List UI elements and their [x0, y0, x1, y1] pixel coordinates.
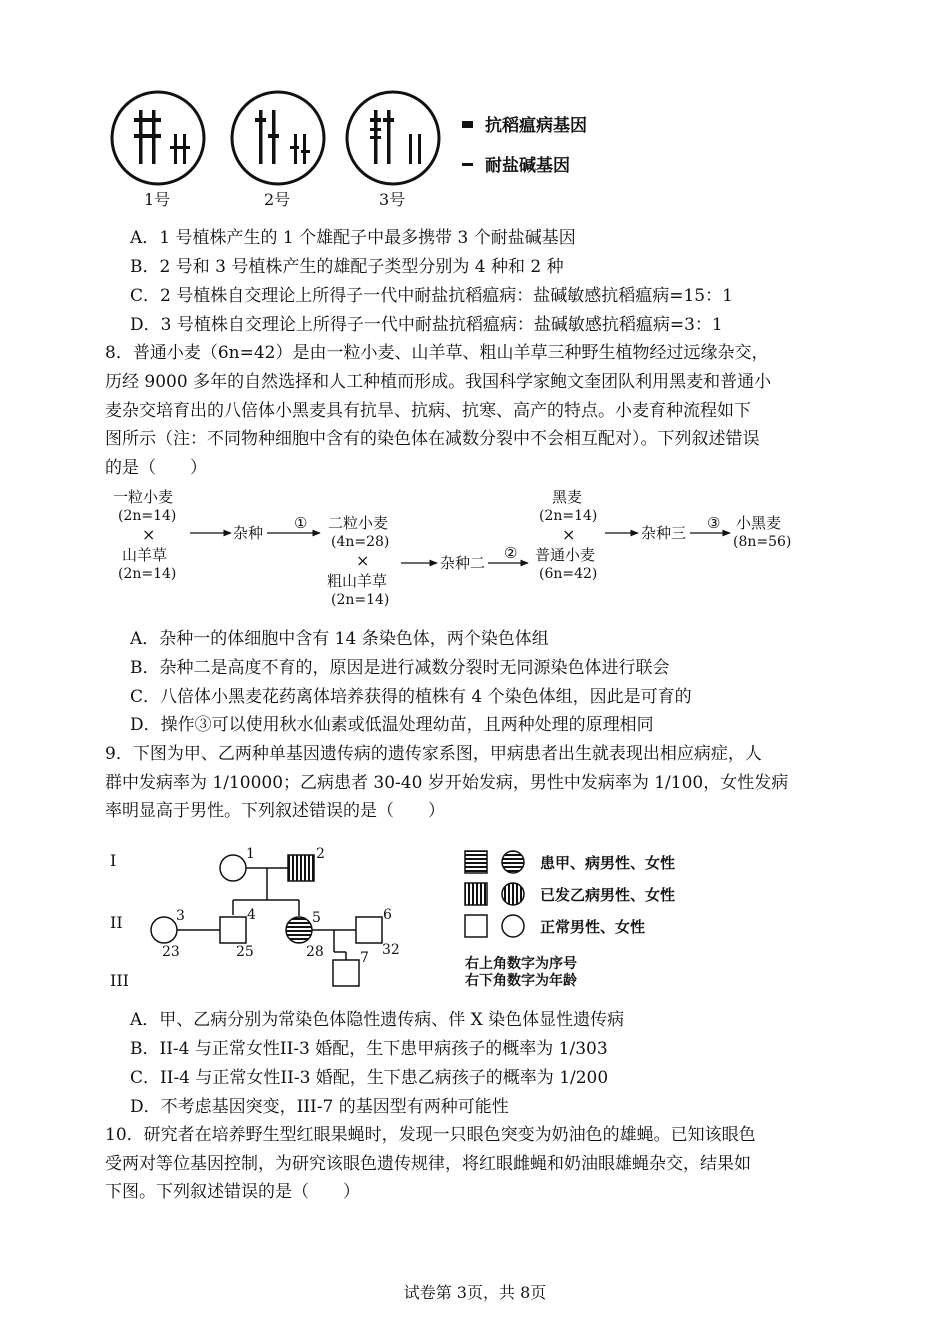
legend-jia-label: 患甲、病男性、女性	[540, 854, 676, 872]
flow-erli: 二粒小麦	[328, 514, 389, 532]
individual-ii-4	[220, 917, 246, 943]
cell-2	[232, 92, 324, 184]
id-2: 2	[316, 846, 325, 862]
legend-note-id: 右上角数字为序号	[465, 956, 577, 972]
cell-1	[112, 92, 204, 184]
flow-step3: ③	[707, 514, 721, 532]
legend-normal-female-swatch	[502, 915, 524, 937]
q10-stem-line-1: 10．研究者在培养野生型红眼果蝇时，发现一只眼色突变为奶油色的雄蝇。已知该眼色	[105, 1125, 756, 1145]
q10-stem-line-3: 下图。下列叙述错误的是（ ）	[105, 1182, 360, 1202]
age-ii-4: 25	[236, 944, 254, 960]
q7-option-c: C．2 号植株自交理论上所得子一代中耐盐抗稻瘟病：盐碱敏感抗稻瘟病=15：1	[130, 286, 733, 306]
flow-cushanyang-n: (2n=14)	[331, 592, 390, 608]
flow-xiaohei: 小黑麦	[736, 514, 782, 532]
q8-option-d: D．操作③可以使用秋水仙素或低温处理幼苗，且两种处理的原理相同	[130, 715, 654, 735]
flow-heimai: 黑麦	[552, 488, 583, 506]
flow-hybrid2: 杂种二	[440, 554, 486, 572]
legend-disease-gene-swatch	[462, 121, 473, 128]
legend-salt-gene-label: 耐盐碱基因	[485, 156, 570, 176]
legend-salt-gene-swatch	[462, 163, 473, 166]
q9-option-d: D．不考虑基因突变，III-7 的基因型有两种可能性	[130, 1097, 509, 1117]
wheat-breeding-flow	[100, 484, 820, 614]
page-footer: 试卷第 3页，共 8页	[403, 1283, 547, 1302]
flow-shanyang: 山羊草	[122, 546, 168, 564]
cell-3-label: 3号	[379, 190, 406, 209]
q8-option-c: C．八倍体小黑麦花药离体培养获得的植株有 4 个染色体组，因此是可育的	[130, 687, 692, 707]
legend-normal-label: 正常男性、女性	[540, 918, 646, 936]
generation-ii: II	[110, 913, 123, 932]
flow-cross-2: ×	[356, 551, 370, 570]
q9-stem-line-1: 9．下图为甲、乙两种单基因遗传病的遗传家系图，甲病患者出生就表现出相应病症，人	[105, 744, 762, 764]
q9-option-b: B．II-4 与正常女性II-3 婚配，生下患甲病孩子的概率为 1/303	[130, 1039, 608, 1059]
legend-yi-female-swatch	[502, 883, 524, 905]
legend-yi-male-swatch	[465, 883, 487, 905]
flow-erli-n: (4n=28)	[331, 534, 390, 550]
q7-option-b: B．2 号和 3 号植株产生的雄配子类型分别为 4 种和 2 种	[130, 257, 564, 277]
cell-1-label: 1号	[144, 190, 171, 209]
q8-stem-line-2: 历经 9000 多年的自然选择和人工种植而形成。我国科学家鲍文奎团队利用黑麦和普通小	[105, 372, 772, 392]
individual-ii-6	[356, 917, 382, 943]
individual-i-2	[288, 855, 314, 881]
flow-yili-n: (2n=14)	[118, 508, 177, 524]
flow-xiaohei-n: (8n=56)	[733, 534, 792, 550]
flow-cushanyang: 粗山羊草	[327, 572, 388, 590]
q9-option-c: C．II-4 与正常女性II-3 婚配，生下患乙病孩子的概率为 1/200	[130, 1068, 609, 1088]
legend-jia-female-swatch	[502, 851, 524, 873]
legend-jia-male-swatch	[465, 851, 487, 873]
pedigree-figure	[100, 838, 720, 998]
q10-stem-line-2: 受两对等位基因控制，为研究该眼色遗传规律，将红眼雌蝇和奶油眼雄蝇杂交，结果如	[105, 1154, 751, 1174]
legend-yi-label: 已发乙病男性、女性	[540, 886, 676, 904]
individual-iii-7	[333, 960, 359, 986]
legend-note-age: 右下角数字为年龄	[465, 973, 577, 989]
age-ii-6: 32	[382, 942, 400, 958]
q9-stem-line-2: 群中发病率为 1/10000；乙病患者 30-40 岁开始发病，男性中发病率为 1/100，女性发病	[105, 773, 789, 793]
id-3: 3	[176, 908, 185, 924]
flow-putong: 普通小麦	[535, 546, 596, 564]
q8-stem-line-1: 8．普通小麦（6n=42）是由一粒小麦、山羊草、粗山羊草三种野生植物经过远缘杂交，	[105, 343, 769, 363]
flow-cross-3: ×	[562, 525, 576, 544]
id-5: 5	[312, 910, 321, 926]
q8-stem-line-4: 图所示（注：不同物种细胞中含有的染色体在减数分裂中不会相互配对）。下列叙述错误	[105, 429, 760, 449]
individual-i-1	[220, 855, 246, 881]
q8-option-a: A．杂种一的体细胞中含有 14 条染色体，两个染色体组	[130, 629, 549, 649]
cell-2-label: 2号	[264, 190, 291, 209]
flow-hybrid3: 杂种三	[641, 524, 687, 542]
flow-heimai-n: (2n=14)	[539, 508, 598, 524]
flow-step2: ②	[504, 544, 518, 562]
flow-hybrid1: 杂种	[233, 524, 264, 542]
generation-i: I	[110, 851, 117, 870]
age-ii-5: 28	[306, 944, 324, 960]
legend-disease-gene-label: 抗稻瘟病基因	[485, 116, 587, 136]
q8-option-b: B．杂种二是高度不育的，原因是进行减数分裂时无同源染色体进行联会	[130, 658, 670, 678]
q7-option-a: A．1 号植株产生的 1 个雄配子中最多携带 3 个耐盐碱基因	[130, 228, 576, 248]
generation-iii: III	[110, 971, 129, 990]
legend-normal-male-swatch	[465, 915, 487, 937]
flow-cross-1: ×	[142, 525, 156, 544]
q9-stem-line-3: 率明显高于男性。下列叙述错误的是（ ）	[105, 801, 445, 821]
id-7: 7	[360, 950, 369, 966]
q9-option-a: A．甲、乙病分别为常染色体隐性遗传病、伴 X 染色体显性遗传病	[130, 1010, 625, 1030]
flow-shanyang-n: (2n=14)	[118, 566, 177, 582]
age-ii-3: 23	[162, 944, 180, 960]
individual-ii-3	[151, 917, 177, 943]
flow-yili: 一粒小麦	[113, 488, 174, 506]
flow-step1: ①	[294, 514, 308, 532]
cell-3	[347, 92, 439, 184]
id-1: 1	[246, 846, 255, 862]
individual-ii-5	[286, 917, 312, 943]
q8-stem-line-3: 麦杂交培育出的八倍体小黑麦具有抗旱、抗病、抗寒、高产的特点。小麦育种流程如下	[105, 401, 751, 421]
q8-stem-line-5: 的是（ ）	[105, 458, 207, 478]
id-6: 6	[383, 907, 392, 923]
q7-option-d: D．3 号植株自交理论上所得子一代中耐盐抗稻瘟病：盐碱敏感抗稻瘟病=3：1	[130, 315, 723, 335]
chromosome-figure	[100, 88, 640, 213]
id-4: 4	[247, 907, 256, 923]
flow-putong-n: (6n=42)	[539, 566, 598, 582]
